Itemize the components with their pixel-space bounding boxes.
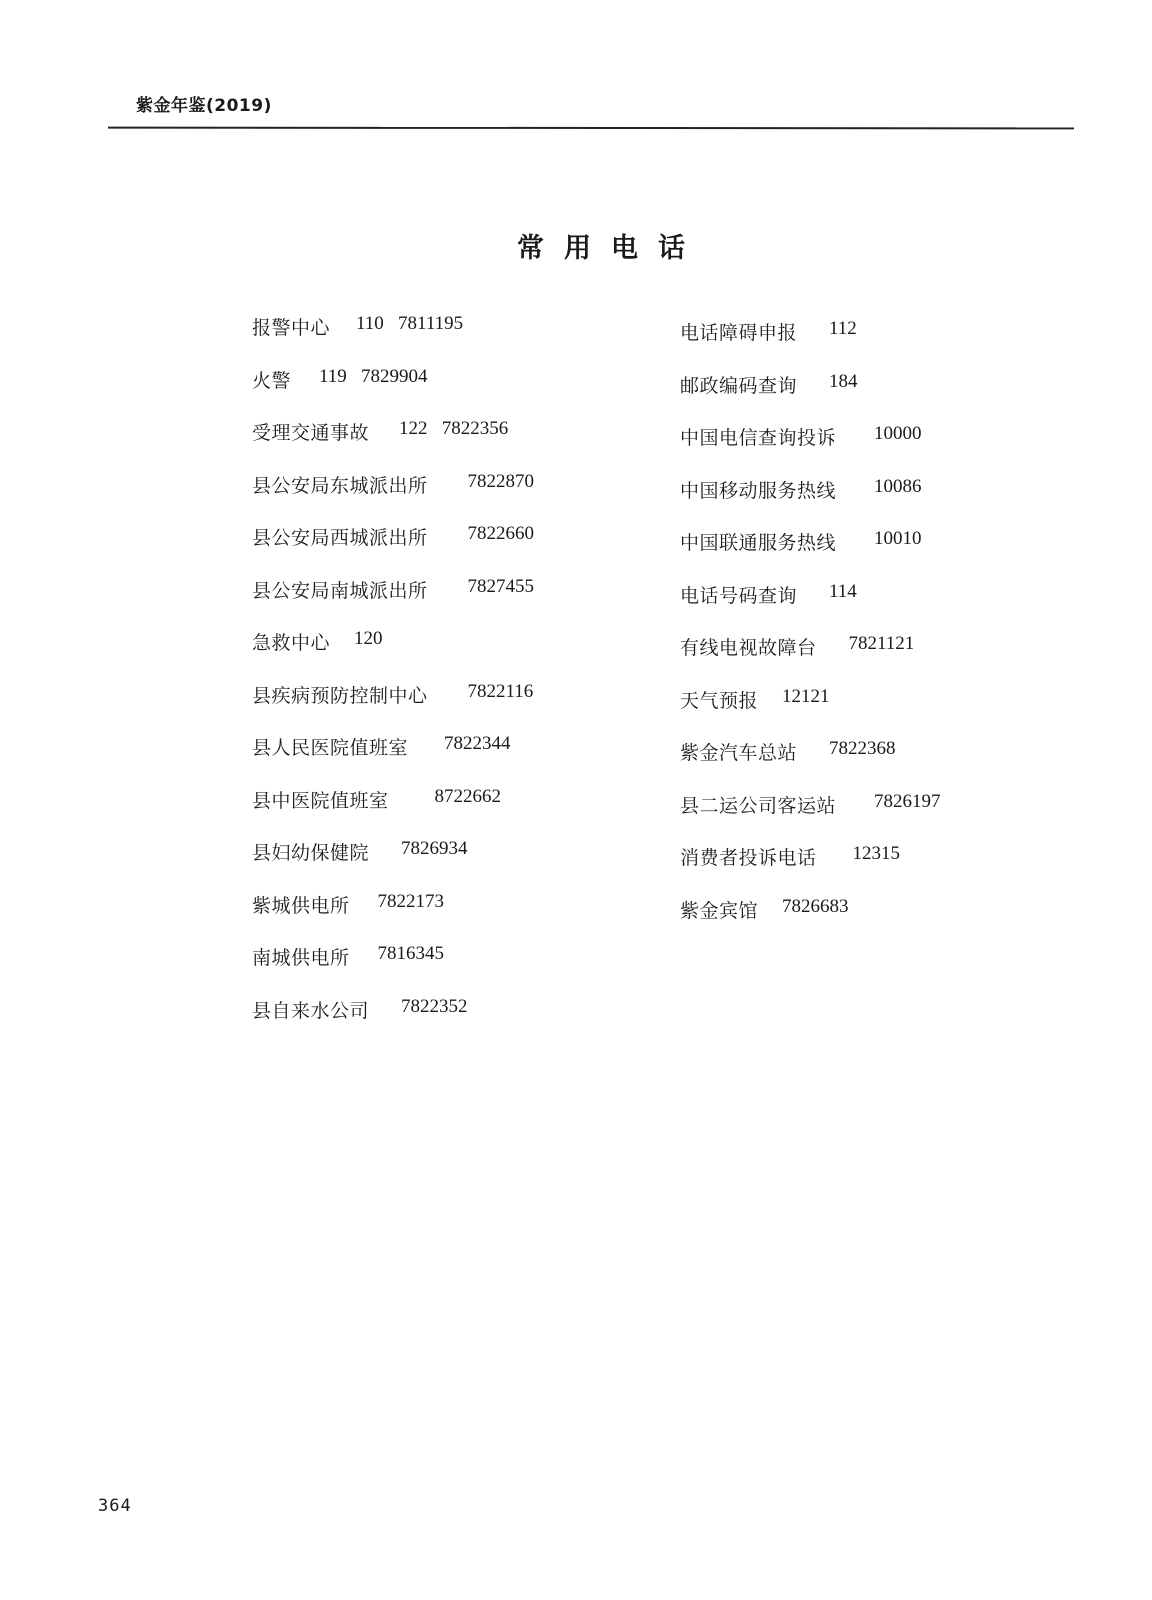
entry-name: 县自来水公司: [252, 999, 370, 1022]
entry-name: 县公安局东城派出所: [252, 474, 428, 497]
entry-name: 有线电视故障台: [680, 637, 817, 659]
entry-name: 电话障碍申报: [680, 322, 798, 344]
phone-entry: [680, 791, 941, 844]
entry-name: 邮政编码查询: [680, 374, 798, 397]
phone-entry: [680, 423, 941, 476]
phone-entry: [680, 476, 941, 529]
phone-entry: [680, 318, 941, 371]
entry-number: 7826934: [401, 838, 468, 859]
entry-number: 110 7811195: [356, 313, 464, 334]
entry-number: 7822660: [467, 523, 535, 544]
entry-number: 8722662: [434, 785, 502, 807]
page-number: 364: [98, 1496, 132, 1516]
phone-entry: [252, 838, 534, 891]
entry-number: 7822870: [467, 470, 535, 492]
entry-number: 7816345: [377, 943, 445, 964]
entry-number: 7822344: [444, 733, 511, 754]
entry-name: 急救中心: [252, 632, 331, 654]
page-title: 常用电话: [517, 233, 705, 264]
entry-number: 112: [829, 318, 857, 339]
phone-entry: [680, 371, 941, 424]
entry-number: 10086: [874, 475, 922, 497]
entry-name: 消费者投诉电话: [680, 847, 817, 869]
entry-name: 火警: [252, 369, 292, 392]
entry-name: 中国电信查询投诉: [680, 427, 837, 449]
entry-number: 12121: [782, 685, 830, 707]
entry-number: 10010: [874, 528, 922, 549]
entry-number: 7822173: [377, 890, 445, 912]
phone-entry: [252, 471, 534, 524]
entry-number: 7822116: [467, 680, 534, 702]
phone-entry: [252, 943, 534, 996]
phone-entry: [680, 528, 941, 581]
header-rule: [108, 127, 1074, 130]
entry-name: 县公安局南城派出所: [252, 579, 428, 602]
entry-name: 县人民医院值班室: [252, 737, 409, 759]
phone-entry: [680, 843, 941, 896]
phone-entry: [252, 366, 534, 419]
entry-name: 紫城供电所: [252, 894, 350, 917]
entry-name: 县二运公司客运站: [680, 794, 837, 817]
phone-entry: [680, 581, 941, 634]
phone-entry: [252, 996, 534, 1049]
entry-number: 122 7822356: [399, 418, 509, 439]
phone-entry: [680, 633, 941, 686]
entry-number: 120: [354, 628, 383, 649]
phone-entry: [252, 681, 534, 734]
entry-number: 7826683: [782, 895, 849, 917]
entry-name: 县妇幼保健院: [252, 842, 370, 864]
entry-number: 7821121: [848, 633, 915, 654]
entry-name: 电话号码查询: [680, 584, 798, 607]
phone-entry: [252, 576, 534, 629]
entry-number: 7822352: [401, 995, 468, 1017]
phone-entry: [252, 891, 534, 944]
phone-entry: [252, 418, 534, 471]
entry-name: 中国移动服务热线: [680, 479, 837, 502]
entry-number: 184: [829, 370, 858, 392]
entry-number: 12315: [852, 843, 901, 864]
entry-number: 119 7829904: [319, 365, 428, 387]
entry-name: 受理交通事故: [252, 422, 370, 444]
entry-name: 南城供电所: [252, 947, 350, 969]
phone-entry: [252, 523, 534, 576]
entry-name: 报警中心: [252, 317, 331, 339]
entry-number: 10000: [874, 423, 922, 444]
entry-name: 县公安局西城派出所: [252, 527, 428, 549]
phone-entry: [252, 733, 534, 786]
entry-name: 紫金宾馆: [680, 899, 759, 922]
entry-name: 县疾病预防控制中心: [252, 684, 428, 707]
entry-name: 紫金汽车总站: [680, 742, 798, 764]
entry-name: 天气预报: [680, 689, 759, 712]
phone-entry: [680, 686, 941, 739]
entry-name: 县中医院值班室: [252, 789, 389, 812]
phone-entry: [680, 896, 941, 949]
entry-number: 114: [829, 580, 857, 602]
entry-number: 7822368: [829, 738, 896, 759]
entry-number: 7826197: [874, 790, 941, 812]
phone-entry: [252, 313, 534, 366]
phone-list-left: [252, 313, 534, 1048]
entry-number: 7827455: [467, 575, 535, 597]
phone-entry: [252, 628, 534, 681]
phone-list-right: [680, 318, 941, 948]
phone-entry: [680, 738, 941, 791]
entry-name: 中国联通服务热线: [680, 532, 837, 554]
running-head: 紫金年鉴(2019): [136, 96, 272, 116]
phone-entry: [252, 786, 534, 839]
